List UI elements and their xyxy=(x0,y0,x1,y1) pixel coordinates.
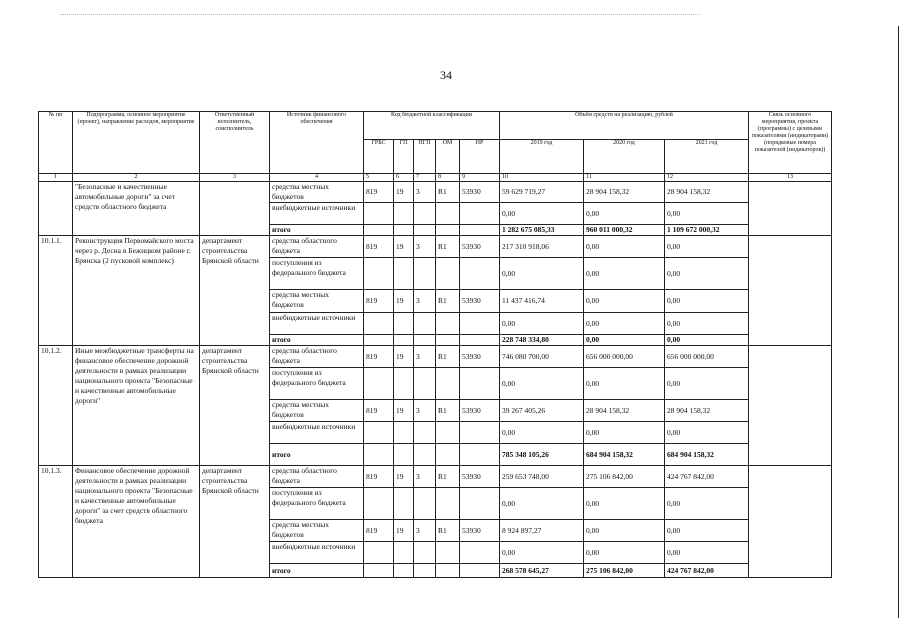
header-2019: 2019 год xyxy=(500,140,584,174)
total-cell: 0,00 xyxy=(665,335,749,346)
col-number: 6 xyxy=(394,174,414,182)
header-subprogram: Подпрограмма, основное мероприятие (проект), направление расходов, мероприятие xyxy=(73,112,200,174)
code-pgp: 3 xyxy=(414,290,436,313)
value-cell: 0,00 xyxy=(500,542,584,564)
value-cell: 0,00 xyxy=(584,258,665,290)
col-number: 8 xyxy=(436,174,460,182)
code-grbs: 819 xyxy=(364,290,394,313)
code-pgp: 3 xyxy=(414,346,436,368)
code-pgp: 3 xyxy=(414,400,436,422)
value-cell: 656 000 000,00 xyxy=(665,346,749,368)
col-number: 9 xyxy=(460,174,500,182)
item-responsible: департамент строительства Брянской области xyxy=(200,236,270,346)
source-regional: средства областного бюджета xyxy=(270,466,364,488)
col-number: 11 xyxy=(584,174,665,182)
source-regional: средства областного бюджета xyxy=(270,236,364,258)
code-gp: 19 xyxy=(394,466,414,488)
value-cell: 28 904 158,32 xyxy=(665,182,749,203)
value-cell: 217 310 918,06 xyxy=(500,236,584,258)
value-cell: 0,00 xyxy=(665,313,749,335)
header-budget-code: Код бюджетной классификации xyxy=(364,112,500,140)
total-cell: 228 748 334,80 xyxy=(500,335,584,346)
code-grbs: 819 xyxy=(364,182,394,203)
code-gp: 19 xyxy=(394,346,414,368)
source-total: итого xyxy=(270,225,364,236)
value-cell: 0,00 xyxy=(665,368,749,400)
header-link: Связь основного мероприятия, проекта (программы) с целевыми показателями (индикаторами) (порядковые номера показателей (индикаторов)) xyxy=(749,112,832,174)
value-cell: 8 924 897,27 xyxy=(500,520,584,542)
value-cell: 0,00 xyxy=(500,488,584,520)
code-grbs: 819 xyxy=(364,400,394,422)
total-cell: 1 109 672 000,32 xyxy=(665,225,749,236)
value-cell: 0,00 xyxy=(665,520,749,542)
value-cell: 0,00 xyxy=(665,258,749,290)
code-om: R1 xyxy=(436,182,460,203)
header-row xyxy=(39,112,832,140)
col-number: 1 xyxy=(39,174,73,182)
value-cell: 0,00 xyxy=(584,542,665,564)
value-cell: 0,00 xyxy=(665,488,749,520)
header-volume: Объём средств на реализацию, рублей xyxy=(500,112,749,140)
value-cell: 28 904 158,32 xyxy=(584,400,665,422)
total-cell: 268 578 645,27 xyxy=(500,564,584,578)
col-number: 4 xyxy=(270,174,364,182)
header-gp: ГП xyxy=(394,140,414,174)
code-om: R1 xyxy=(436,466,460,488)
code-om: R1 xyxy=(436,290,460,313)
value-cell: 0,00 xyxy=(584,290,665,313)
value-cell: 0,00 xyxy=(584,488,665,520)
total-cell: 0,00 xyxy=(584,335,665,346)
source-total: итого xyxy=(270,564,364,578)
source-total: итого xyxy=(270,444,364,466)
row-number: 10.1.2. xyxy=(39,346,73,466)
header-nr: НР xyxy=(460,140,500,174)
total-cell: 424 767 842,00 xyxy=(665,564,749,578)
code-grbs: 819 xyxy=(364,346,394,368)
value-cell: 0,00 xyxy=(500,258,584,290)
total-cell: 1 282 675 085,33 xyxy=(500,225,584,236)
value-cell: 28 904 158,32 xyxy=(584,182,665,203)
code-nr: 53930 xyxy=(460,236,500,258)
value-cell: 11 437 416,74 xyxy=(500,290,584,313)
source-federal: поступления из федерального бюджета xyxy=(270,488,364,520)
source-local: средства местных бюджетов xyxy=(270,400,364,422)
source-offbudget: внебюджетные источники xyxy=(270,542,364,564)
code-gp: 19 xyxy=(394,290,414,313)
source-local: средства местных бюджетов xyxy=(270,290,364,313)
source-federal: поступления из федерального бюджета xyxy=(270,258,364,290)
scan-dotted-line xyxy=(60,14,700,21)
header-2020: 2020 год xyxy=(584,140,665,174)
header-2021: 2021 год xyxy=(665,140,749,174)
value-cell: 0,00 xyxy=(500,422,584,444)
source-offbudget: внебюджетные источники xyxy=(270,422,364,444)
value-cell: 0,00 xyxy=(500,313,584,335)
value-cell: 0,00 xyxy=(584,422,665,444)
code-pgp: 3 xyxy=(414,466,436,488)
source-regional: средства областного бюджета xyxy=(270,346,364,368)
cont-name: "Безопасные и качественные автомобильные дороги" за счет средств областного бюджета xyxy=(73,182,200,236)
source-local: средства местных бюджетов xyxy=(270,182,364,203)
code-om: R1 xyxy=(436,346,460,368)
code-grbs: 819 xyxy=(364,466,394,488)
page-number: 34 xyxy=(440,68,452,82)
header-grbs: ГРБС xyxy=(364,140,394,174)
code-nr: 53930 xyxy=(460,466,500,488)
code-nr: 53930 xyxy=(460,182,500,203)
item-name: Финансовое обеспечение дорожной деятельности в рамках реализации национального проекта "Безопасные и качественные автомобильные дороги" за счет средств областного бюджета xyxy=(73,466,200,578)
column-number-row xyxy=(39,174,832,182)
code-om: R1 xyxy=(436,400,460,422)
total-cell: 684 904 158,32 xyxy=(584,444,665,466)
col-number: 13 xyxy=(749,174,832,182)
value-cell: 59 629 719,27 xyxy=(500,182,584,203)
item-responsible: департамент строительства Брянской области xyxy=(200,466,270,578)
code-om: R1 xyxy=(436,236,460,258)
col-number: 12 xyxy=(665,174,749,182)
value-cell: 424 767 842,00 xyxy=(665,466,749,488)
item-responsible: департамент строительства Брянской области xyxy=(200,346,270,466)
value-cell: 0,00 xyxy=(500,368,584,400)
code-nr: 53930 xyxy=(460,290,500,313)
budget-table xyxy=(38,111,832,578)
value-cell: 746 080 700,00 xyxy=(500,346,584,368)
total-cell: 275 106 842,00 xyxy=(584,564,665,578)
source-offbudget: внебюджетные источники xyxy=(270,313,364,335)
scan-edge-line xyxy=(898,26,899,618)
value-cell: 259 653 748,00 xyxy=(500,466,584,488)
header-num: № пп xyxy=(39,112,73,174)
value-cell: 39 267 405,26 xyxy=(500,400,584,422)
table-row xyxy=(39,182,832,203)
value-cell: 0,00 xyxy=(584,236,665,258)
value-cell: 275 106 842,00 xyxy=(584,466,665,488)
code-gp: 19 xyxy=(394,520,414,542)
code-pgp: 3 xyxy=(414,236,436,258)
col-number: 7 xyxy=(414,174,436,182)
code-gp: 19 xyxy=(394,236,414,258)
value-cell: 0,00 xyxy=(584,368,665,400)
col-number: 10 xyxy=(500,174,584,182)
code-nr: 53930 xyxy=(460,520,500,542)
value-cell: 0,00 xyxy=(665,542,749,564)
value-cell: 0,00 xyxy=(584,520,665,542)
code-gp: 19 xyxy=(394,182,414,203)
total-cell: 785 348 105,26 xyxy=(500,444,584,466)
code-om: R1 xyxy=(436,520,460,542)
source-total: итого xyxy=(270,335,364,346)
row-number: 10.1.3. xyxy=(39,466,73,578)
source-offbudget: внебюджетные источники xyxy=(270,203,364,225)
table-row xyxy=(39,236,832,258)
header-responsible: Ответственный исполнитель, соисполнитель xyxy=(200,112,270,174)
code-pgp: 3 xyxy=(414,520,436,542)
value-cell: 0,00 xyxy=(665,422,749,444)
table-row xyxy=(39,466,832,488)
code-gp: 19 xyxy=(394,400,414,422)
value-cell: 656 000 000,00 xyxy=(584,346,665,368)
header-om: ОМ xyxy=(436,140,460,174)
col-number: 2 xyxy=(73,174,200,182)
source-federal: поступления из федерального бюджета xyxy=(270,368,364,400)
code-nr: 53930 xyxy=(460,400,500,422)
header-pgp: ПГП xyxy=(414,140,436,174)
header-source: Источник финансового обеспечения xyxy=(270,112,364,174)
table-row xyxy=(39,346,832,368)
code-pgp: 3 xyxy=(414,182,436,203)
value-cell: 0,00 xyxy=(500,203,584,225)
code-grbs: 819 xyxy=(364,520,394,542)
value-cell: 0,00 xyxy=(665,203,749,225)
total-cell: 684 904 158,32 xyxy=(665,444,749,466)
source-local: средства местных бюджетов xyxy=(270,520,364,542)
item-name: Иные межбюджетные трансферты на финансовое обеспечение дорожной деятельности в рамках реализации национального проекта "Безопасные и качественные автомобильные дороги" xyxy=(73,346,200,466)
col-number: 5 xyxy=(364,174,394,182)
value-cell: 0,00 xyxy=(665,236,749,258)
total-cell: 960 011 000,32 xyxy=(584,225,665,236)
value-cell: 0,00 xyxy=(665,290,749,313)
col-number: 3 xyxy=(200,174,270,182)
item-name: Реконструкция Первомайского моста через р. Десна в Бежицком районе г. Брянска (2 пусковой комплекс) xyxy=(73,236,200,346)
value-cell: 0,00 xyxy=(584,313,665,335)
code-grbs: 819 xyxy=(364,236,394,258)
value-cell: 0,00 xyxy=(584,203,665,225)
code-nr: 53930 xyxy=(460,346,500,368)
value-cell: 28 904 158,32 xyxy=(665,400,749,422)
row-number: 10.1.1. xyxy=(39,236,73,346)
